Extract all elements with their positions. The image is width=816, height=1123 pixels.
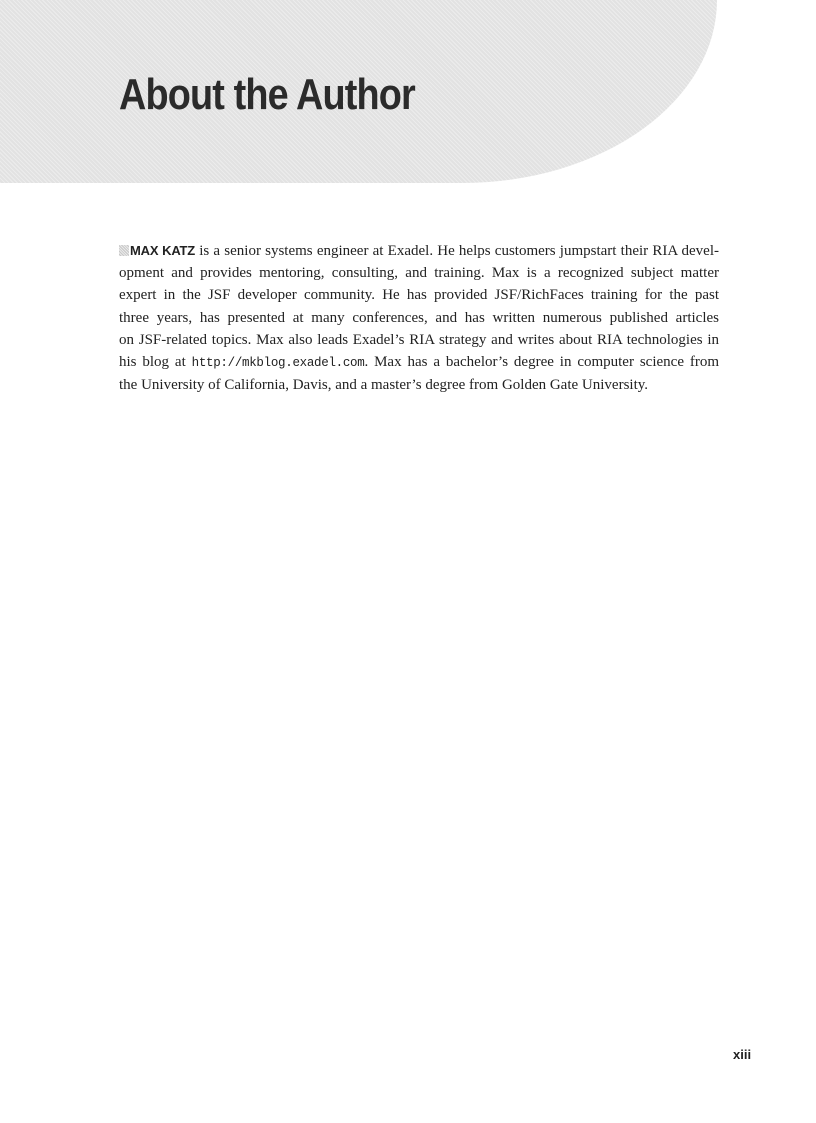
bio-line: [119, 351, 719, 374]
paragraph-marker-icon: [119, 245, 129, 256]
bio-text: his blog at: [119, 354, 192, 371]
bio-text: . Max has a bachelor’s degree in computer science from: [364, 354, 720, 371]
bio-line: three years, has presented at many conferences, and has written numerous published articles: [119, 309, 719, 326]
page-title: About the Author: [119, 70, 415, 119]
bio-line: the University of California, Davis, and a master’s degree from Golden Gate University.: [119, 377, 649, 394]
page-number: xiii: [733, 1047, 752, 1062]
bio-line: expert in the JSF developer community. He has provided JSF/RichFaces training for the past: [119, 287, 719, 304]
bio-line: [119, 240, 719, 262]
blog-url: http://mkblog.exadel.com: [191, 356, 365, 371]
bio-line: opment and provides mentoring, consulting, and training. Max is a recognized subject matter: [119, 265, 719, 282]
author-bio: [119, 240, 719, 396]
author-name: MAX KATZ: [130, 243, 196, 258]
bio-line: on JSF-related topics. Max also leads Exadel’s RIA strategy and writes about RIA technologies in: [119, 331, 719, 348]
bio-text: is a senior systems engineer at Exadel. He helps customers jumpstart their RIA devel-: [195, 243, 720, 259]
